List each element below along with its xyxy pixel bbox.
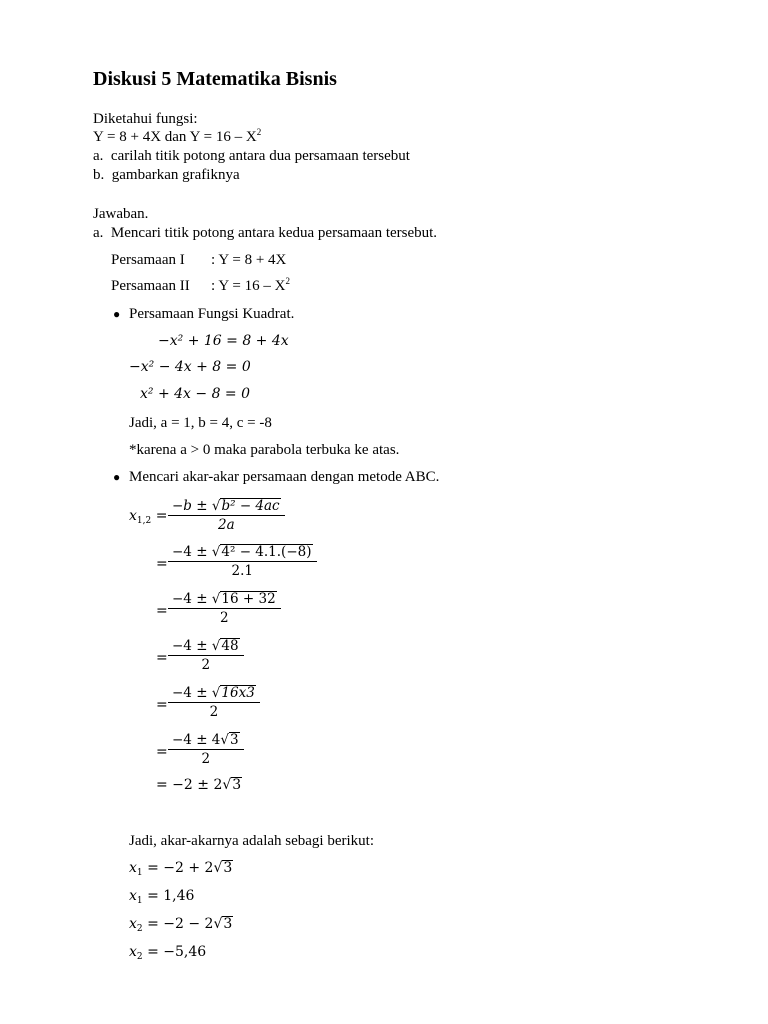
equation-1-value: : Y = 8 + 4X	[211, 252, 287, 268]
item-marker: b.	[93, 167, 105, 183]
sqrt-icon: √	[213, 916, 223, 932]
num-prefix: −4 ±	[172, 544, 212, 560]
subscript: 1	[136, 868, 143, 878]
variable: x	[129, 888, 137, 904]
question-item-b	[93, 166, 240, 184]
subscript: 1,2	[136, 516, 152, 526]
numerator	[168, 590, 281, 609]
coefficients-text: Jadi, a = 1, b = 4, c = -8	[129, 415, 272, 431]
numerator	[168, 731, 244, 750]
sqrt-icon: √	[211, 544, 221, 560]
sqrt-icon: √	[211, 685, 221, 701]
equals-sign: =	[156, 744, 168, 760]
radicand: 3	[232, 777, 242, 793]
fraction	[168, 637, 244, 674]
page-title: Diskusi 5 Matematika Bisnis	[93, 68, 337, 90]
item-text: Mencari titik potong antara kedua persamaan tersebut.	[110, 225, 438, 241]
root-x1-value	[129, 888, 194, 904]
expr: = −5,46	[142, 944, 207, 960]
sqrt-icon: √	[222, 777, 232, 793]
item-marker: a.	[93, 148, 104, 164]
equation-2-value	[211, 277, 290, 295]
question-item-a	[93, 147, 410, 165]
fraction	[168, 497, 285, 534]
subscript: 2	[136, 952, 143, 962]
numerator	[168, 684, 260, 703]
equation-2-label: Persamaan II	[111, 278, 190, 294]
roots-intro: Jadi, akar-akarnya adalah sebagi berikut:	[129, 833, 375, 849]
root-x2-value	[129, 944, 206, 960]
radicand: 16 + 32	[221, 591, 276, 607]
numerator	[168, 543, 317, 562]
radicand: 3	[230, 732, 239, 748]
sqrt-icon: √	[211, 591, 221, 607]
root-x2-exact	[129, 916, 233, 932]
exponent: 2	[256, 127, 262, 137]
math-equation: x² + 4x − 8 = 0	[140, 386, 251, 402]
intro-line: Diketahui fungsi:	[93, 111, 198, 127]
abc-lhs	[129, 508, 167, 524]
sqrt-icon: √	[211, 498, 221, 514]
equals-sign: =	[155, 508, 168, 524]
sqrt-icon: √	[213, 860, 223, 876]
radicand: 3	[223, 860, 233, 876]
radicand: 16x3	[221, 685, 255, 701]
equals-sign: =	[156, 556, 168, 572]
subscript: 1	[136, 896, 143, 906]
num-prefix: −4 ± 4	[172, 732, 221, 748]
num-prefix: −4 ±	[172, 638, 212, 654]
variable: x	[129, 860, 137, 876]
math-equation: −x² + 16 = 8 + 4x	[158, 333, 289, 349]
bullet-text: Persamaan Fungsi Kuadrat.	[129, 306, 295, 322]
answer-part-a	[93, 224, 437, 242]
bullet-text: Mencari akar-akar persamaan dengan metode ABC.	[129, 469, 440, 485]
root-x1-exact	[129, 860, 233, 876]
subscript: 2	[136, 924, 143, 934]
denominator: 2	[201, 751, 211, 767]
num-prefix: −4 ±	[172, 591, 212, 607]
equals-sign: =	[156, 650, 168, 666]
denominator: 2	[209, 704, 219, 720]
num-prefix: −4 ±	[172, 685, 212, 701]
variable: x	[129, 944, 137, 960]
numerator	[168, 497, 285, 516]
fraction	[168, 684, 260, 721]
numerator	[168, 637, 244, 656]
denominator: 2a	[217, 517, 235, 533]
expr: = −2 + 2	[142, 860, 214, 876]
denominator: 2	[201, 657, 211, 673]
expr: = 1,46	[142, 888, 195, 904]
equals-sign: =	[156, 603, 168, 619]
fraction	[168, 543, 317, 580]
equals-sign: =	[156, 697, 168, 713]
result-prefix: = −2 ± 2	[156, 777, 223, 793]
item-marker: a.	[93, 225, 104, 241]
radicand: 4² − 4.1.(−8)	[221, 544, 312, 560]
item-text: gambarkan grafiknya	[111, 167, 240, 183]
fraction	[168, 731, 244, 768]
variable: x	[129, 916, 137, 932]
sqrt-icon: √	[220, 732, 229, 748]
bullet-icon: ●	[113, 470, 121, 484]
intro-equations-text: Y = 8 + 4X dan Y = 16 – X	[93, 129, 257, 145]
radicand: 3	[223, 916, 233, 932]
num-prefix: −b ±	[172, 498, 212, 514]
equation-2-text: : Y = 16 – X	[211, 278, 286, 294]
note-text: *karena a > 0 maka parabola terbuka ke atas.	[129, 442, 400, 458]
sqrt-icon: √	[211, 638, 221, 654]
item-text: carilah titik potong antara dua persamaan tersebut	[110, 148, 410, 164]
expr: = −2 − 2	[142, 916, 214, 932]
radicand: 48	[221, 638, 239, 654]
denominator: 2	[220, 610, 229, 626]
equation-1-label: Persamaan I	[111, 252, 185, 268]
fraction	[168, 590, 281, 627]
radicand: b² − 4ac	[221, 498, 280, 514]
intro-equations	[93, 128, 261, 146]
math-equation: −x² − 4x + 8 = 0	[129, 359, 251, 375]
exponent: 2	[285, 276, 290, 286]
variable: x	[129, 508, 137, 524]
answer-heading: Jawaban.	[93, 206, 149, 222]
denominator: 2.1	[231, 563, 253, 579]
bullet-icon: ●	[113, 307, 121, 321]
simplified-result	[156, 777, 242, 793]
